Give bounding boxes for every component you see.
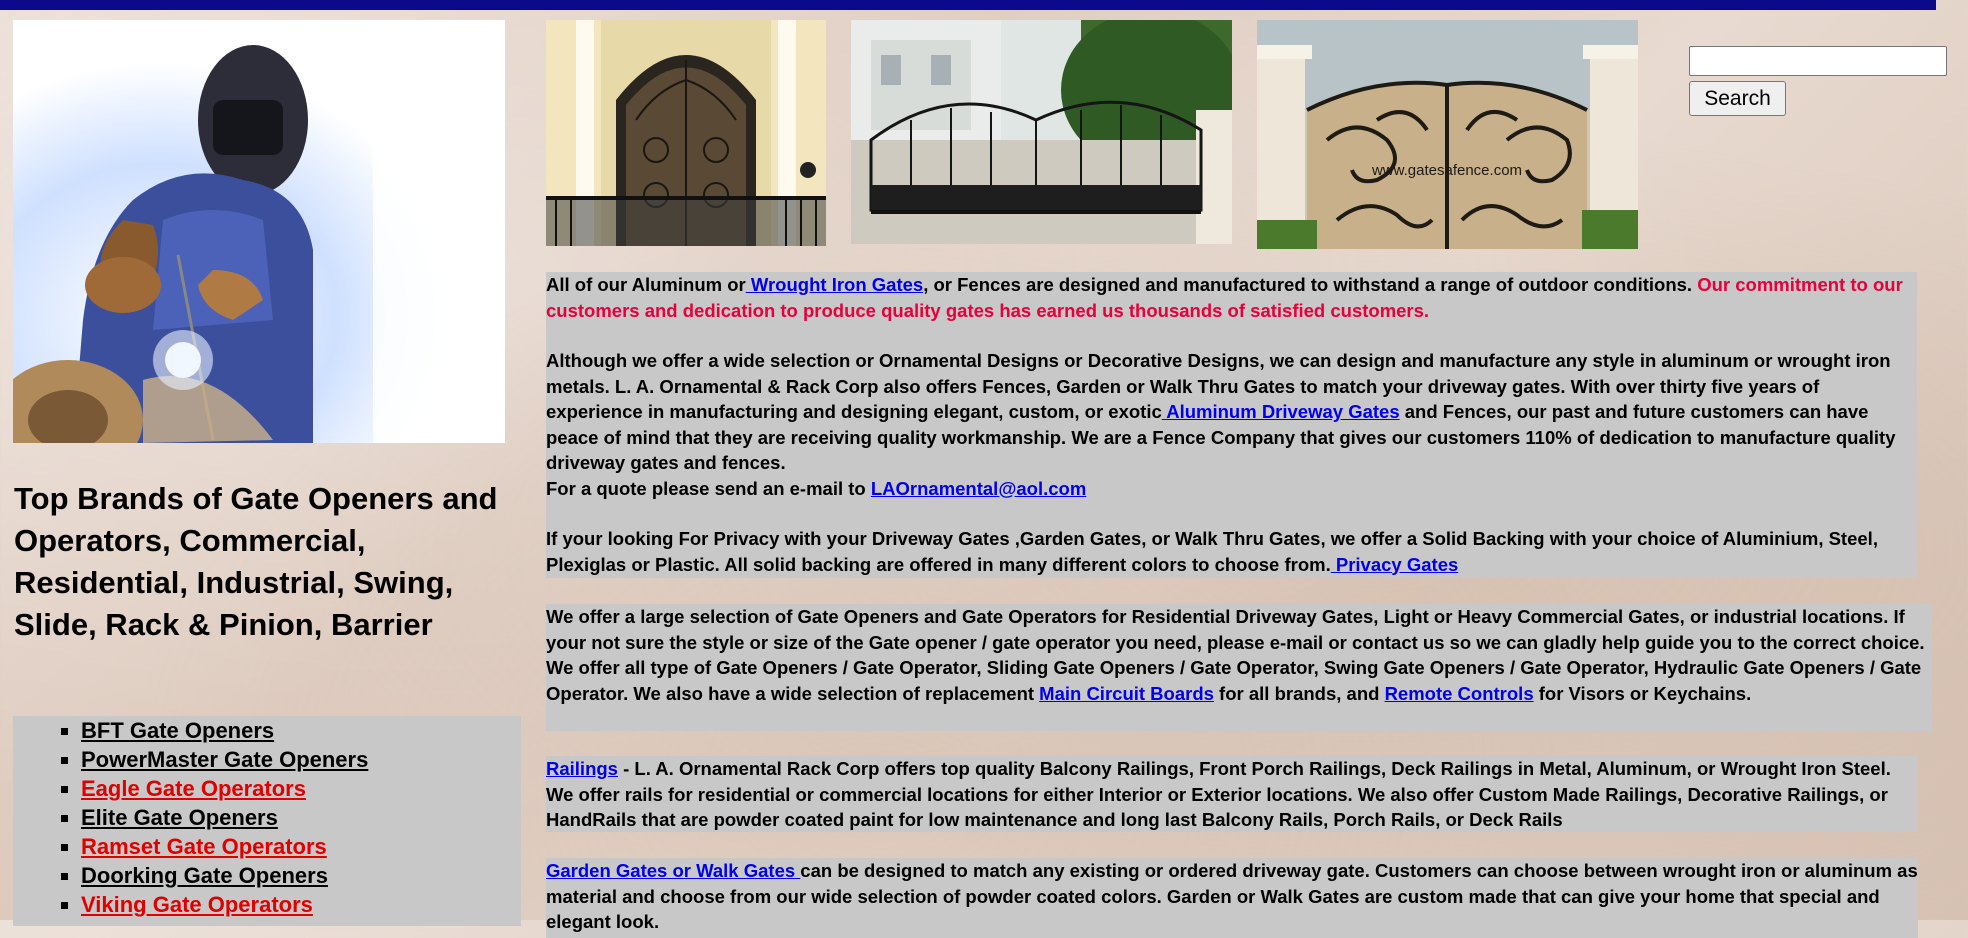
text: Although we offer a wide selection or Ornamental Designs or Decorative Designs, we can design and manufacture any style in aluminum or wrought iron metals. L. A. Ornamental & Rack Corp also offers Fences, Garden or Walk Thru Gates to match your driveway gates. With over thirty five years of experience in manufacturing and designing elegant, custom, or exotic [546,350,1891,422]
top-bar [0,0,1936,10]
text: can be designed to match any existing or ordered driveway gate. Customers can choose between wrought iron or aluminum as material and choose from our wide selection of powder coated colors. Garden or Walk Gates are custom made that can give your home that special and elegant look. [546,860,1918,932]
brand-link-doorking[interactable]: Doorking Gate Openers [81,863,328,888]
main-circuit-boards-link[interactable]: Main Circuit Boards [1039,682,1214,704]
remote-controls-link[interactable]: Remote Controls [1384,682,1534,704]
list-item [81,745,521,774]
gate-openers-text-block [546,604,1932,731]
text: for Visors or Keychains. [1533,682,1752,704]
garden-gates-paragraph [546,858,1918,935]
garden-walk-gates-link[interactable]: Garden Gates or Walk Gates [546,860,801,881]
privacy-gates-link[interactable]: Privacy Gates [1330,553,1459,575]
brands-list-box [13,716,521,926]
brand-link-bft[interactable]: BFT Gate Openers [81,718,275,743]
list-item [81,803,521,832]
brand-link-eagle[interactable]: Eagle Gate Operators [81,776,306,801]
list-item [81,861,521,890]
railings-paragraph [546,756,1918,833]
text: If your looking For Privacy with your Driveway Gates ,Garden Gates, or Walk Thru Gates, we offer a Solid Backing with your choice of Aluminium, Steel, Plexiglas or Plastic. All solid backing are offered in many different colors to choose from. [546,528,1878,575]
commitment-text: Our commitment to our customers and dedication to produce quality gates has earned us thousands of satisfied customers. [546,274,1903,321]
brand-link-powermaster[interactable]: PowerMaster Gate Openers [81,747,369,772]
text: We offer a large selection of Gate Openers and Gate Operators for Residential Driveway Gates, Light or Heavy Commercial Gates, or industrial locations. If your not sure the style or size of the Gate opener / gate operator you need, please e-mail or contact us so we can gladly help guide you to the correct choice. We offer all type of Gate Openers / Gate Operator, Sliding Gate Openers / Gate Operator, Swing Gate Openers / Gate Operator, Hydraulic Gate Openers / Gate Operator. We also have a wide selection of replacement [546,606,1925,704]
photo-watermark: www.gatesafence.com [1371,162,1523,179]
gate-photo-driveway [851,20,1232,244]
railings-text-block [546,756,1918,832]
designs-paragraph [546,348,1917,476]
list-item [81,774,521,803]
text: for all brands, and [1213,682,1385,704]
intro-paragraph [546,272,1917,323]
wrought-iron-gates-link[interactable]: Wrought Iron Gates [745,274,924,295]
brand-link-elite[interactable]: Elite Gate Openers [81,805,278,830]
intro-text-block [546,272,1917,578]
text: For a quote please send an e-mail to [546,477,871,499]
garden-gates-text-block [546,858,1918,938]
search-button[interactable]: Search [1689,81,1786,116]
railings-link[interactable]: Railings [546,758,618,779]
privacy-paragraph [546,526,1917,577]
text: , or Fences are designed and manufactured to withstand a range of outdoor conditions. [923,274,1698,295]
welder-image [13,20,505,443]
brands-list [13,716,521,919]
gate-photo-scroll [1257,20,1638,249]
search-input[interactable] [1689,46,1947,76]
aluminum-driveway-gates-link[interactable]: Aluminum Driveway Gates [1161,401,1400,422]
list-item [81,890,521,919]
text: All of our Aluminum or [546,274,746,295]
text: - L. A. Ornamental Rack Corp offers top quality Balcony Railings, Front Porch Railings, Deck Railings in Metal, Aluminum, or Wrought Iron Steel. We offer rails for residential or commercial locations for either Interior or Exterior locations. We also offer Custom Made Railings, Decorative Railings, or HandRails that are powder coated paint for low maintenance and long last Balcony Rails, Porch Rails, or Deck Rails [546,758,1891,830]
brand-link-viking[interactable]: Viking Gate Operators [81,892,313,917]
quote-paragraph [546,476,1917,502]
list-item [81,716,521,745]
brands-heading: Top Brands of Gate Openers and Operators, Commercial, Residential, Industrial, Swing, Slide, Rack & Pinion, Barrier [14,481,498,642]
text: and Fences, our past and future customers can have peace of mind that they are receiving quality workmanship. We are a Fence Company that gives our customers 110% of dedication to manufacture quality driveway gates and fences. [546,401,1896,473]
gate-photo-arched-door [546,20,826,246]
list-item [81,832,521,861]
gate-openers-paragraph [546,604,1932,706]
brand-link-ramset[interactable]: Ramset Gate Operators [81,834,327,859]
email-link[interactable]: LAOrnamental@aol.com [870,477,1087,499]
